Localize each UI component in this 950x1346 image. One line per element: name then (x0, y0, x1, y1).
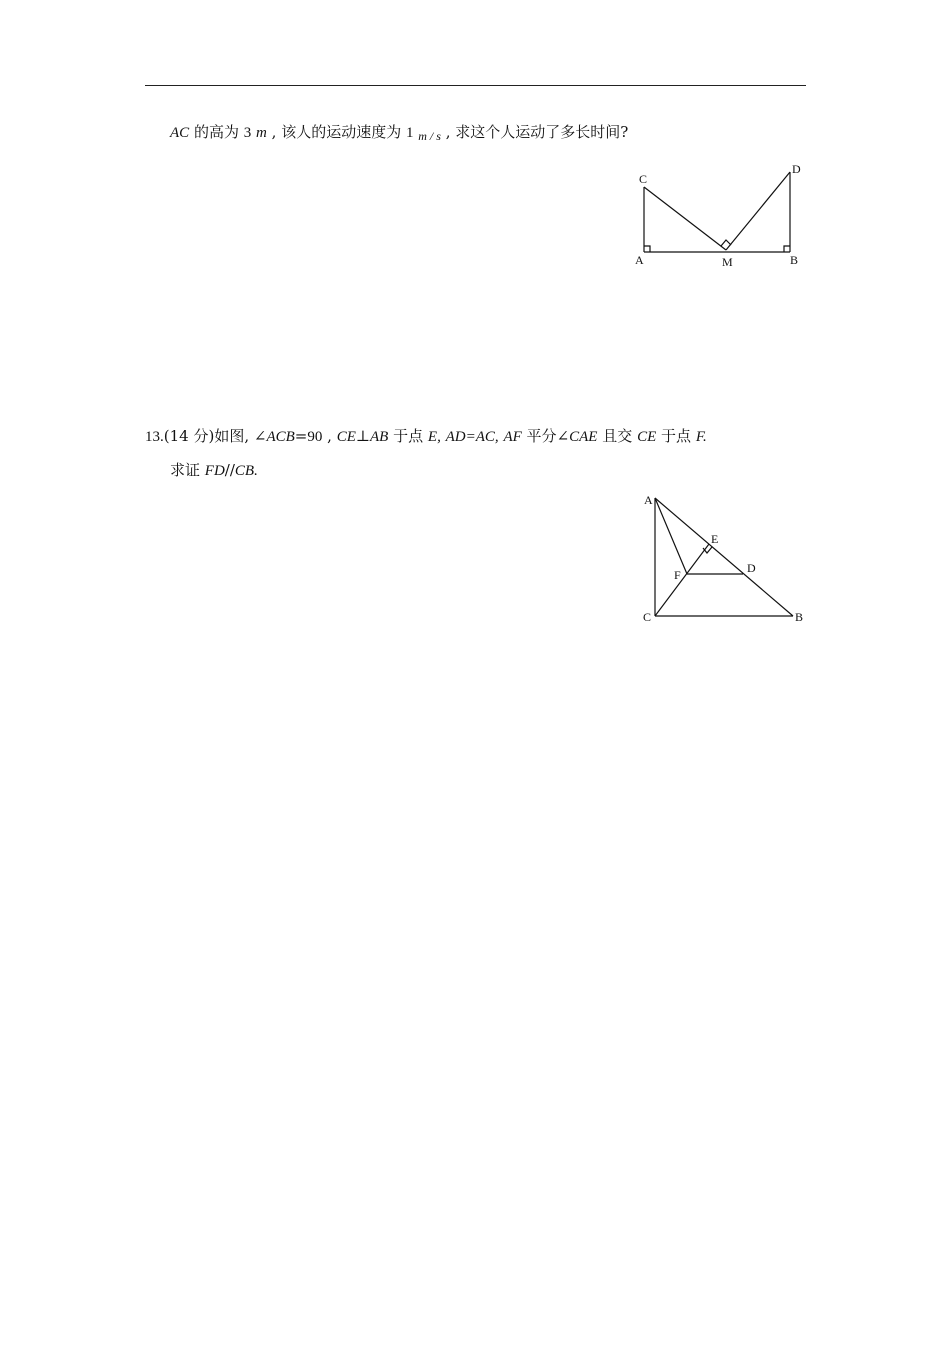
ad-equals-ac: AD=AC, (445, 429, 499, 445)
q13-intro: 如图, (214, 427, 250, 445)
right-angle-a (644, 246, 650, 252)
q12-text-1: 的高为 (193, 123, 239, 141)
segment-af-fig (655, 498, 687, 574)
label-a-2: A (644, 493, 653, 507)
segment-fd: FD (204, 463, 225, 479)
segment-ac: AC (170, 125, 190, 141)
point-e: E, (427, 429, 441, 445)
height-value: 3 (243, 125, 252, 141)
segment-cm (644, 187, 726, 250)
label-c: C (639, 172, 648, 186)
figure-1-diagram (630, 160, 810, 272)
question-number: 13. (145, 429, 164, 445)
prove-text: 求证 (170, 461, 201, 479)
header-rule (145, 85, 806, 86)
question-points: (14 分) (163, 427, 215, 445)
q13-line-2 (170, 460, 258, 481)
label-d-2: D (747, 561, 756, 575)
label-c-2: C (643, 610, 652, 624)
q12-text-2: , 该人的运动速度为 (271, 123, 402, 141)
segment-ce: CE (336, 429, 356, 445)
angle-symbol: ∠ (253, 427, 267, 445)
perp-symbol: ⊥ (355, 427, 370, 445)
foot-text: 于点 (393, 427, 424, 445)
label-a: A (635, 253, 644, 267)
and-text: 且交 (602, 427, 633, 445)
segment-ce-fig (655, 544, 709, 616)
q12-text-3: , 求这个人运动了多长时间? (445, 123, 629, 141)
bisect-text: 平分 (526, 427, 557, 445)
height-unit: m (256, 125, 267, 141)
right-angle-e (703, 547, 712, 553)
separator: , (327, 427, 332, 445)
parallel-symbol: // (224, 461, 235, 479)
segment-cb: CB. (234, 463, 258, 479)
label-b: B (790, 253, 799, 267)
angle-acb: ACB (266, 429, 295, 445)
segment-af: AF (503, 429, 522, 445)
speed-unit: m / s (418, 129, 441, 143)
angle-cae: CAE (569, 429, 598, 445)
label-d: D (792, 162, 801, 176)
segment-ce-2: CE (637, 429, 657, 445)
speed-value: 1 (405, 125, 414, 141)
figure-2-diagram (635, 488, 810, 628)
label-f: F (674, 568, 681, 582)
label-b-2: B (795, 610, 804, 624)
q12-text-line (170, 122, 628, 143)
label-e: E (711, 532, 719, 546)
point-f: F. (695, 429, 707, 445)
q13-line-1 (145, 426, 707, 447)
foot-text-2: 于点 (661, 427, 692, 445)
label-m: M (722, 255, 733, 269)
angle-symbol-2: ∠ (556, 427, 570, 445)
equals-sign: = (294, 427, 308, 445)
segment-md (726, 172, 790, 250)
segment-ab-fig (655, 498, 793, 616)
degree-value: 90 (307, 429, 323, 445)
right-angle-b (784, 246, 790, 252)
segment-ab-text: AB (370, 429, 389, 445)
